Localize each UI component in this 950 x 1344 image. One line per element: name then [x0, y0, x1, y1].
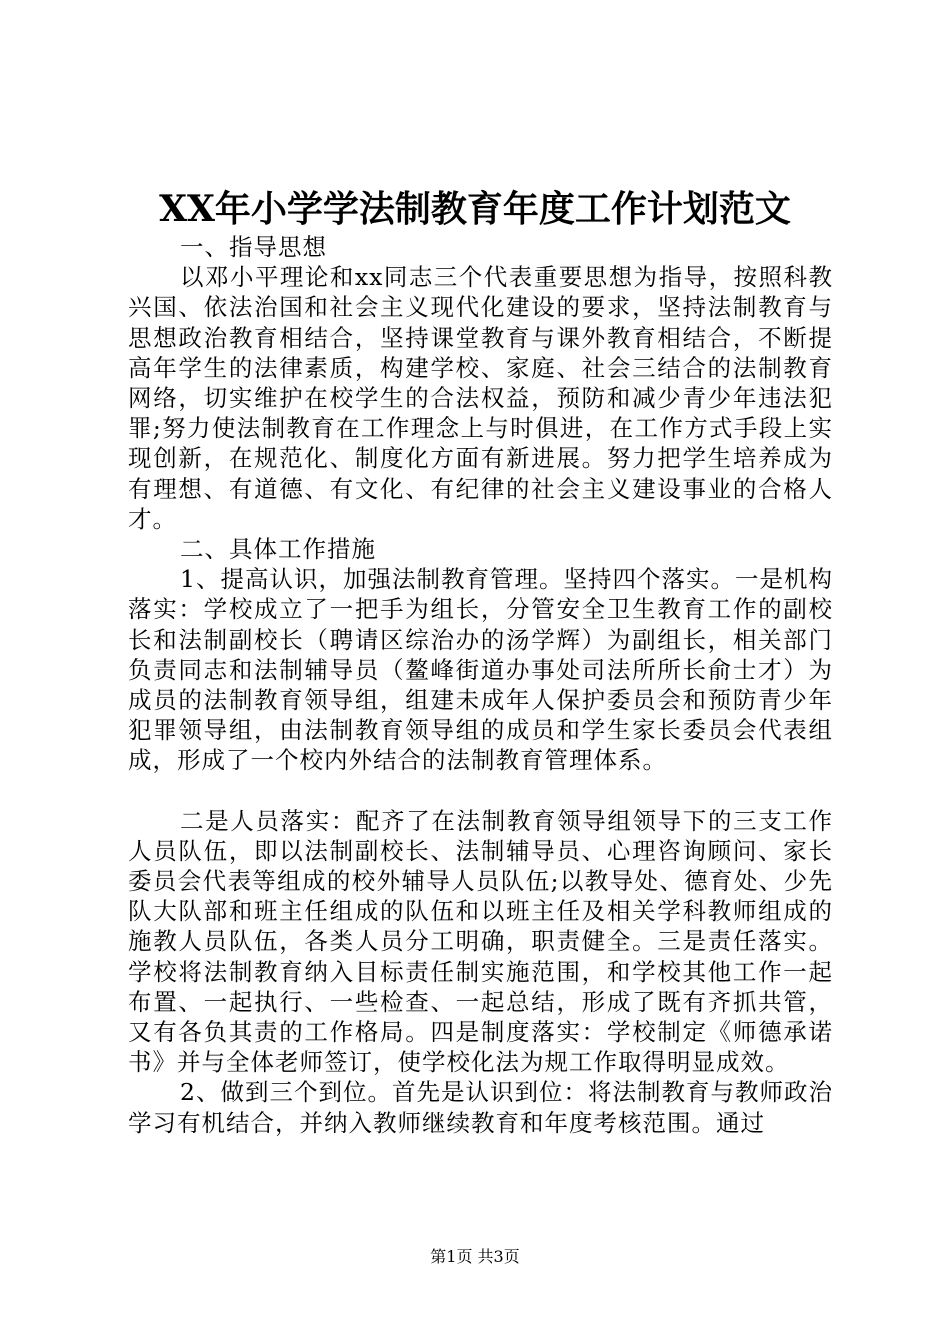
paragraph: 2、做到三个到位。首先是认识到位：将法制教育与教师政治学习有机结合，并纳入教师继续教育和年度考核范围。通过 — [128, 1078, 833, 1137]
document-body — [128, 232, 833, 1138]
page-footer: 第1页 共3页 — [430, 1247, 520, 1266]
paragraph: 以邓小平理论和xx同志三个代表重要思想为指导，按照科教兴国、依法治国和社会主义现代化建设的要求，坚持法制教育与思想政治教育相结合，坚持课堂教育与课外教育相结合，不断提高年学生的法律素质，构建学校、家庭、社会三结合的法制教育网络，切实维护在校学生的合法权益，预防和减少青少年违法犯罪;努力使法制教育在工作理念上与时俱进，在工作方式手段上实现创新，在规范化、制度化方面有新进展。努力把学生培养成为有理想、有道德、有文化、有纪律的社会主义建设事业的合格人才。 — [128, 263, 833, 533]
paragraph-spacer — [128, 776, 833, 806]
paragraph: 1、提高认识，加强法制教育管理。坚持四个落实。一是机构落实：学校成立了一把手为组长，分管安全卫生教育工作的副校长和法制副校长（聘请区综治办的汤学辉）为副组长，相关部门负责同志和法制辅导员（鳌峰街道办事处司法所所长俞士才）为成员的法制教育领导组，组建未成年人保护委员会和预防青少年犯罪领导组，由法制教育领导组的成员和学生家长委员会代表组成，形成了一个校内外结合的法制教育管理体系。 — [128, 565, 833, 775]
section-heading: 一、指导思想 — [180, 233, 327, 261]
paragraph: 二是人员落实：配齐了在法制教育领导组领导下的三支工作人员队伍，即以法制副校长、法制辅导员、心理咨询顾问、家长委员会代表等组成的校外辅导人员队伍;以教导处、德育处、少先队大队部和班主任组成的队伍和以班主任及相关学科教师组成的施教人员队伍，各类人员分工明确，职责健全。三是责任落实。学校将法制教育纳入目标责任制实施范围，和学校其他工作一起布置、一起执行、一些检查、一起总结，形成了既有齐抓共管，又有各负其责的工作格局。四是制度落实：学校制定《师德承诺书》并与全体老师签订，使学校化法为规工作取得明显成效。 — [128, 806, 833, 1077]
document-title: XX年小学学法制教育年度工作计划范文 — [159, 188, 791, 230]
section-heading: 二、具体工作措施 — [180, 535, 376, 564]
